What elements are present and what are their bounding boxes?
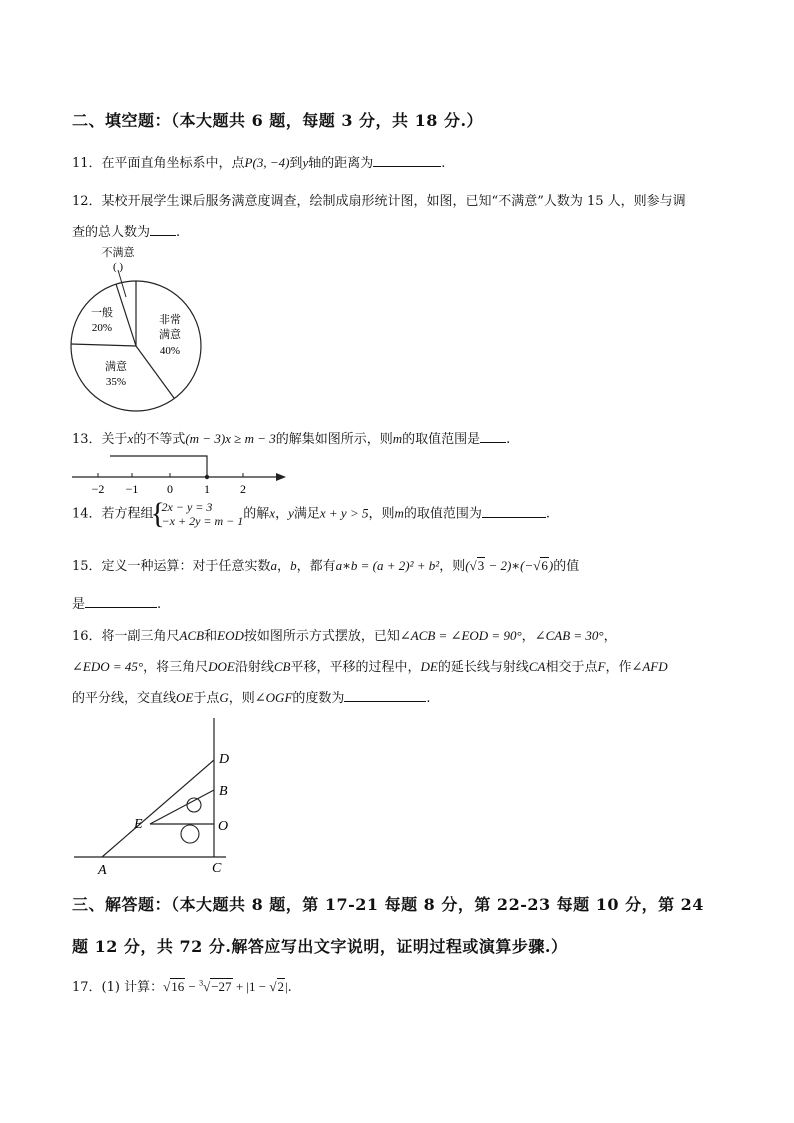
q14-eq2: −x + 2y = m − 1 bbox=[161, 514, 244, 528]
q11-text-b: 到 bbox=[289, 156, 303, 171]
tick-label-minus2: −2 bbox=[91, 482, 105, 496]
q17-sqrt2: 2 bbox=[277, 979, 284, 994]
q17-text-a: 17．(1) 计算： bbox=[72, 980, 164, 995]
q15-text-d: 的值 bbox=[553, 559, 580, 574]
q17-cbrt-minus27: −27 bbox=[211, 979, 232, 994]
q11-text-a: 11．在平面直角坐标系中，点 bbox=[72, 156, 245, 171]
q13-m: m bbox=[392, 431, 403, 446]
q13-inequality: (m − 3)x ≥ m − 3 bbox=[185, 431, 276, 446]
q16-line1-e: ， bbox=[603, 629, 617, 644]
q17-cube-index: 3 bbox=[199, 978, 204, 988]
q16-line3-b: 于点 bbox=[193, 691, 220, 706]
question-11 bbox=[72, 152, 445, 171]
q17-plus: + bbox=[232, 979, 247, 994]
q14-text-a: 14．若方程组 bbox=[72, 506, 154, 522]
q17-minus: − bbox=[185, 979, 200, 994]
q14-text-c: 满足 bbox=[293, 506, 320, 522]
number-line bbox=[68, 452, 298, 496]
question-13 bbox=[72, 428, 510, 447]
question-16-line3 bbox=[72, 687, 431, 706]
q13-answer-blank[interactable] bbox=[480, 430, 506, 443]
q16-line3-d: 的度数为 bbox=[292, 691, 345, 706]
q16-cb: CB bbox=[273, 659, 291, 674]
q16-end: . bbox=[426, 691, 431, 706]
section-3-title-line2: 题 12 分，共 72 分.解答应写出文字说明，证明过程或演算步骤.） bbox=[72, 937, 568, 956]
q16-afd: ∠AFD bbox=[631, 659, 668, 674]
question-12-line2 bbox=[72, 221, 180, 240]
q14-m: m bbox=[394, 505, 404, 521]
q11-text-c: 轴的距离为 bbox=[308, 156, 374, 171]
q15-text-b: ，都有 bbox=[296, 559, 336, 574]
q16-line3-a: 的平分线，交直线 bbox=[72, 691, 177, 706]
q16-line1-b: 和 bbox=[204, 629, 218, 644]
tick-label-0: 0 bbox=[167, 482, 173, 496]
q15-expression: (√3 − 2)∗(−√6) bbox=[465, 558, 554, 573]
q12-answer-blank[interactable] bbox=[150, 223, 176, 236]
q16-line2-d: 的延长线与射线 bbox=[437, 660, 529, 675]
point-label-e: E bbox=[134, 817, 143, 832]
q14-x: x bbox=[269, 505, 276, 521]
solution-set-bracket bbox=[110, 456, 207, 477]
q11-point: P(3, −4) bbox=[244, 155, 290, 170]
tick-label-minus1: −1 bbox=[125, 482, 139, 496]
triangle-diagram bbox=[66, 712, 246, 880]
q11-end: . bbox=[441, 156, 446, 171]
q16-eod: EOD bbox=[217, 628, 244, 643]
q16-line1-c: 按如图所示方式摆放，已知 bbox=[243, 629, 400, 644]
q16-oe: OE bbox=[176, 690, 194, 705]
q15-sqrt6: 6 bbox=[541, 558, 548, 573]
pie-label-very: 非常 bbox=[159, 314, 181, 326]
q16-acb: ACB bbox=[179, 628, 205, 643]
q14-text-d: ，则 bbox=[368, 506, 395, 522]
q13-end: . bbox=[506, 432, 511, 447]
q16-line2-c: 平移，平移的过程中， bbox=[290, 660, 421, 675]
q16-doe: DOE bbox=[208, 659, 235, 674]
pie-label-very2: 满意 bbox=[159, 329, 181, 341]
segment-ad bbox=[102, 760, 214, 857]
q11-answer-blank[interactable] bbox=[373, 154, 441, 167]
q14-comma: ， bbox=[275, 506, 289, 522]
tick-label-2: 2 bbox=[240, 482, 246, 496]
q14-y: y bbox=[288, 505, 294, 521]
small-circle-lower bbox=[181, 825, 199, 843]
question-16-line2 bbox=[72, 656, 668, 675]
q13-text-b: 的不等式 bbox=[133, 432, 186, 447]
pie-label-dissatisfied: 不满意 bbox=[101, 247, 135, 259]
q15-text-a: 15．定义一种运算：对于任意实数 bbox=[72, 559, 271, 574]
q15-b: b bbox=[290, 558, 297, 573]
q13-text-c: 的解集如图所示，则 bbox=[275, 432, 393, 447]
q16-line2-a: ，将三角尺 bbox=[143, 660, 209, 675]
q14-condition: x + y > 5 bbox=[319, 505, 369, 521]
pie-label-satisfied: 满意 bbox=[105, 361, 127, 373]
number-line-arrow bbox=[276, 473, 286, 481]
section-2-title: 二、填空题：（本大题共 6 题，每题 3 分，共 18 分.） bbox=[72, 111, 484, 130]
q17-end: . bbox=[287, 980, 292, 995]
pie-pct-satisfied: 35% bbox=[105, 376, 127, 388]
question-17 bbox=[72, 976, 292, 995]
q15-answer-blank[interactable] bbox=[85, 595, 157, 608]
point-label-b: B bbox=[219, 784, 228, 799]
pie-label-dissatisfied-paren: ( ) bbox=[112, 261, 124, 273]
q16-ogf: ∠OGF bbox=[254, 690, 293, 705]
q14-answer-blank[interactable] bbox=[482, 505, 546, 518]
q14-equation-system bbox=[154, 500, 244, 528]
q13-x: x bbox=[127, 431, 134, 446]
question-15-line1 bbox=[72, 555, 579, 574]
q16-line2-e: 相交于点 bbox=[545, 660, 598, 675]
pie-pct-general: 20% bbox=[91, 322, 113, 334]
q14-text-e: 的取值范围为 bbox=[403, 506, 482, 522]
pie-pct-very: 40% bbox=[159, 345, 181, 357]
q16-line2-f: ，作 bbox=[605, 660, 632, 675]
q16-g: G bbox=[219, 690, 229, 705]
q14-eq1: { 2x − y = 3 bbox=[161, 500, 213, 514]
point-label-c: C bbox=[212, 861, 222, 876]
q14-end: . bbox=[545, 506, 551, 522]
pie-chart bbox=[60, 240, 220, 420]
q13-text-d: 的取值范围是 bbox=[402, 432, 481, 447]
question-15-line2 bbox=[72, 593, 161, 612]
q16-angles: ∠ACB = ∠EOD = 90° bbox=[399, 628, 522, 643]
solution-endpoint bbox=[205, 475, 209, 479]
q15-sep: ， bbox=[277, 559, 291, 574]
q17-sqrt16: 16 bbox=[171, 979, 185, 994]
q16-line1-d: ， bbox=[521, 629, 535, 644]
q15-sqrt3: 3 bbox=[477, 558, 485, 573]
q15-definition: a∗b = (a + 2)² + b² bbox=[335, 558, 440, 573]
pie-label-general: 一般 bbox=[91, 307, 113, 319]
q15-end: . bbox=[157, 597, 162, 612]
q14-text-b: 的解 bbox=[243, 506, 270, 522]
q16-line2-b: 沿射线 bbox=[234, 660, 274, 675]
q15-expr-close: ) bbox=[548, 558, 554, 573]
q16-ca: CA bbox=[528, 659, 546, 674]
q15-expr-open: ( bbox=[465, 558, 470, 573]
point-label-o: O bbox=[218, 819, 229, 834]
q15-a: a bbox=[270, 558, 278, 573]
q16-line3-c: ，则 bbox=[228, 691, 255, 706]
q16-de: DE bbox=[420, 659, 438, 674]
q17-expression: √16 − $^3$√−27 + |1 − √2| bbox=[163, 978, 288, 994]
question-14 bbox=[72, 500, 550, 528]
q16-angle-cab: ∠CAB = 30° bbox=[534, 628, 604, 643]
q11-axis: y bbox=[302, 155, 309, 170]
q15-text-c: ，则 bbox=[439, 559, 466, 574]
q12-end: . bbox=[176, 225, 181, 240]
point-label-d: D bbox=[219, 752, 230, 767]
section-3-title-line1: 三、解答题：（本大题共 8 题，第 17-21 每题 8 分，第 22-23 每题 10 分，第 24 bbox=[72, 895, 704, 914]
q12-line2-text: 查的总人数为 bbox=[72, 225, 151, 240]
point-label-a: A bbox=[98, 863, 107, 878]
q16-line1-a: 16．将一副三角尺 bbox=[72, 629, 180, 644]
q15-line2-text: 是 bbox=[72, 597, 86, 612]
q17-abs-a: 1 − bbox=[249, 979, 270, 994]
question-12-line1: 12．某校开展学生课后服务满意度调查，绘制成扇形统计图，如图，已知“不满意”人数为 15 人，则参与调 bbox=[72, 194, 686, 209]
q16-f: F bbox=[597, 659, 606, 674]
question-16-line1 bbox=[72, 625, 617, 644]
q13-text-a: 13．关于 bbox=[72, 432, 128, 447]
q15-expr-mid: − 2)∗(− bbox=[485, 558, 534, 573]
tick-label-1: 1 bbox=[204, 482, 210, 496]
q16-angle-edo: ∠EDO = 45° bbox=[72, 659, 144, 674]
q16-answer-blank[interactable] bbox=[344, 689, 426, 702]
